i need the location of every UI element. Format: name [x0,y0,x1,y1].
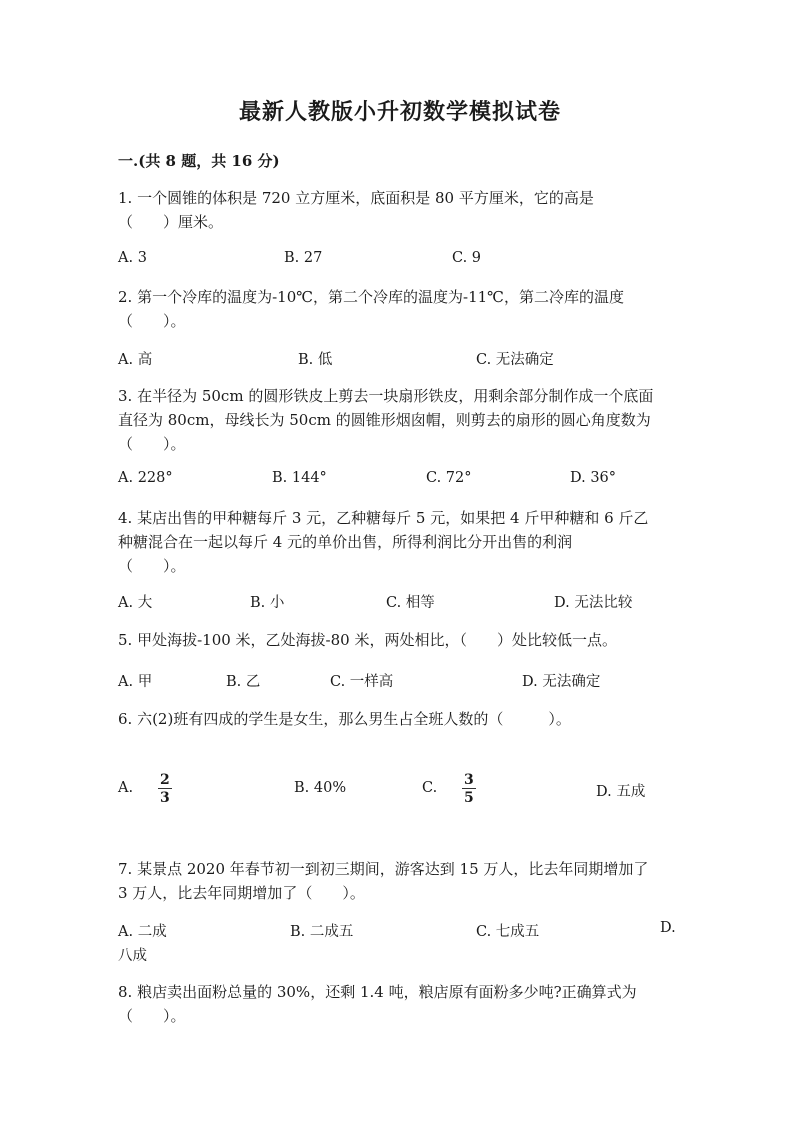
question-2-option-c[interactable]: C. 无法确定 [476,352,554,368]
question-6-option-b[interactable]: B. 40% [294,780,347,796]
question-7-option-c[interactable]: C. 七成五 [476,924,540,940]
question-3-option-b[interactable]: B. 144° [272,470,327,486]
question-2-option-a[interactable]: A. 高 [118,352,153,368]
question-6-option-a[interactable]: A. [118,780,134,796]
question-7-option-b[interactable]: B. 二成五 [290,924,354,940]
question-4-line-1: 4. 某店出售的甲种糖每斤 3 元，乙种糖每斤 5 元，如果把 4 斤甲种糖和 6 斤乙 [118,509,649,527]
question-1-line-1: 1. 一个圆锥的体积是 720 立方厘米，底面积是 80 平方厘米，它的高是 [118,189,594,207]
question-5-option-b[interactable]: B. 乙 [226,674,261,690]
question-3-line-2: 直径为 80cm，母线长为 50cm 的圆锥形烟囱帽，则剪去的扇形的圆心角度数为 [118,411,651,429]
question-6-fraction-c [462,773,476,805]
question-4-option-b[interactable]: B. 小 [250,595,285,611]
question-3-option-d[interactable]: D. 36° [570,470,617,486]
question-3-option-a[interactable]: A. 228° [118,470,173,486]
page-title: 最新人教版小升初数学模拟试卷 [238,99,561,125]
question-4-option-c[interactable]: C. 相等 [386,595,435,611]
question-5-line-1: 5. 甲处海拔-100 米，乙处海拔-80 米，两处相比，（ ）处比较低一点。 [118,631,617,649]
fraction-c-bar [462,788,476,789]
question-7-line-2: 3 万人，比去年同期增加了（ ）。 [118,884,365,902]
question-7-option-a[interactable]: A. 二成 [118,924,167,940]
question-4-option-a[interactable]: A. 大 [118,595,153,611]
fraction-a-bar [158,788,172,789]
question-8-line-1: 8. 粮店卖出面粉总量的 30%，还剩 1.4 吨，粮店原有面粉多少吨?正确算式为 [118,983,637,1001]
question-1-option-b[interactable]: B. 27 [284,250,323,266]
fraction-c-denominator: 5 [464,790,474,806]
fraction-a-denominator: 3 [160,790,170,806]
question-7-option-d-text[interactable]: 八成 [118,948,147,964]
question-1-option-a[interactable]: A. 3 [118,250,147,266]
question-2-option-b[interactable]: B. 低 [298,352,333,368]
question-6-fraction-a [158,773,172,805]
question-3-line-3: （ ）。 [118,435,186,453]
fraction-c-numerator: 3 [464,772,474,788]
section-heading: 一.(共 8 题，共 16 分) [118,152,280,170]
question-4-line-3: （ ）。 [118,557,186,575]
question-5-option-c[interactable]: C. 一样高 [330,674,394,690]
question-6-option-d[interactable]: D. 五成 [596,784,646,800]
question-1-line-2: （ ）厘米。 [118,213,224,231]
question-6-line-1: 6. 六(2)班有四成的学生是女生，那么男生占全班人数的（ ）。 [118,710,571,728]
question-1-option-c[interactable]: C. 9 [452,250,482,266]
question-3-line-1: 3. 在半径为 50cm 的圆形铁皮上剪去一块扇形铁皮，用剩余部分制作成一个底面 [118,387,654,405]
fraction-a-numerator: 2 [160,772,170,788]
question-2-line-2: （ ）。 [118,312,186,330]
question-7-line-1: 7. 某景点 2020 年春节初一到初三期间，游客达到 15 万人，比去年同期增加了 [118,860,649,878]
question-8-line-2: （ ）。 [118,1007,186,1025]
question-5-option-a[interactable]: A. 甲 [118,674,153,690]
question-4-line-2: 种糖混合在一起以每斤 4 元的单价出售，所得利润比分开出售的利润 [118,533,573,551]
question-6-option-c[interactable]: C. [422,780,438,796]
question-2-line-1: 2. 第一个冷库的温度为-10℃，第二个冷库的温度为-11℃，第二冷库的温度 [118,288,624,306]
question-4-option-d[interactable]: D. 无法比较 [554,595,633,611]
question-3-option-c[interactable]: C. 72° [426,470,472,486]
question-5-option-d[interactable]: D. 无法确定 [522,674,601,690]
question-7-option-d-label[interactable]: D. [660,920,676,936]
